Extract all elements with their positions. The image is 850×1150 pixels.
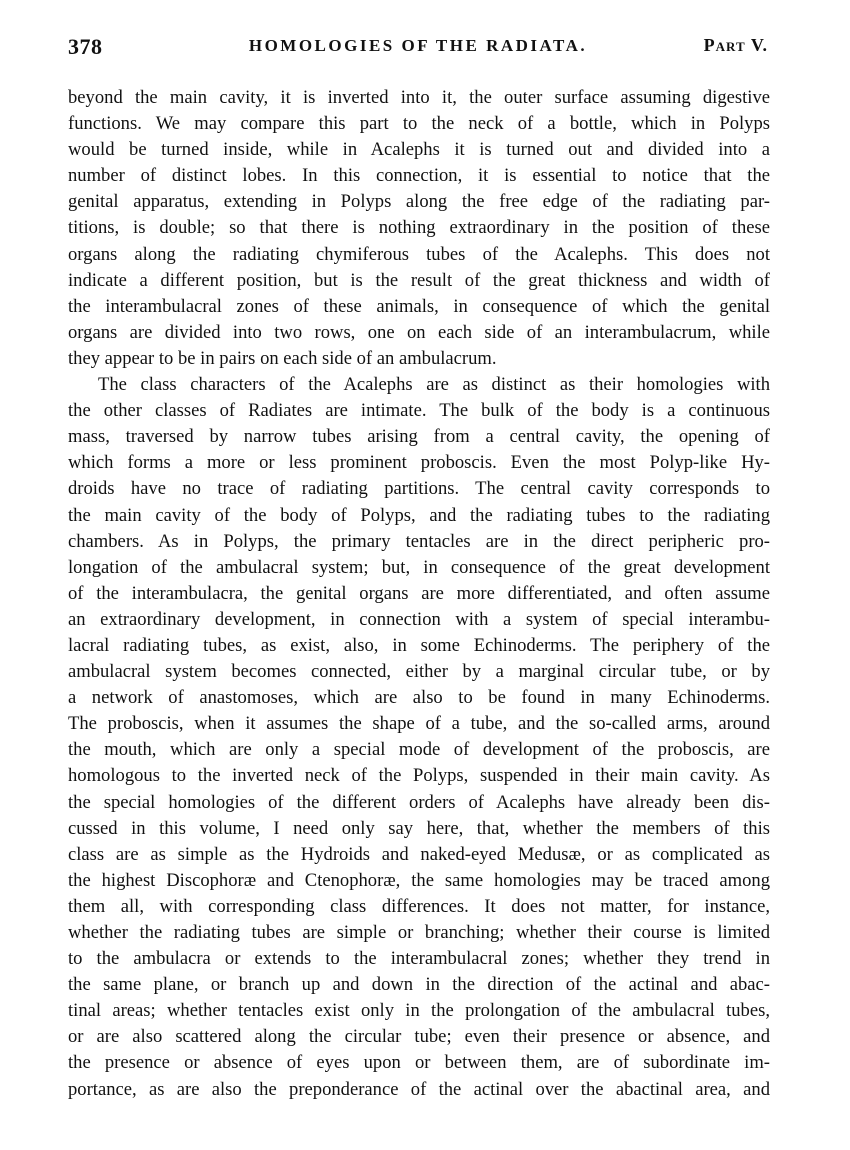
text-line: functions. We may compare this part to the neck of a bottle, which in Polyps xyxy=(68,113,770,135)
part-label: Part V. xyxy=(703,35,768,55)
paragraph-start-line: The class characters of the Acalephs are as distinct as their homologies with xyxy=(98,374,770,396)
text-line: the other classes of Radiates are intimate. The bulk of the body is a continuous xyxy=(68,400,770,422)
text-line: cussed in this volume, I need only say here, that, whether the members of this xyxy=(68,817,770,839)
text-line: tinal areas; whether tentacles exist only in the prolongation of the ambulacral tubes, xyxy=(68,1000,770,1022)
text-line: organs along the radiating chymiferous tubes of the Acalephs. This does not xyxy=(68,243,770,265)
text-line: a network of anastomoses, which are also to be found in many Echinoderms. xyxy=(68,687,770,709)
running-title: HOMOLOGIES OF THE RADIATA. xyxy=(248,36,588,55)
text-line: would be turned inside, while in Acalephs it is turned out and divided into a xyxy=(68,139,770,161)
text-line: number of distinct lobes. In this connection, it is essential to notice that the xyxy=(68,165,770,187)
text-line: an extraordinary development, in connection with a system of special interambu- xyxy=(68,608,770,630)
text-line: chambers. As in Polyps, the primary tentacles are in the direct peripheric pro- xyxy=(68,530,770,552)
text-line: The proboscis, when it assumes the shape of a tube, and the so-called arms, around xyxy=(68,713,770,735)
text-line: the presence or absence of eyes upon or between them, are of subordinate im- xyxy=(68,1052,770,1074)
text-line: lacral radiating tubes, as exist, also, in some Echinoderms. The periphery of the xyxy=(68,634,770,656)
text-line: titions, is double; so that there is nothing extraordinary in the position of these xyxy=(68,217,770,239)
text-line: homologous to the inverted neck of the Polyps, suspended in their main cavity. As xyxy=(68,765,770,787)
text-line: whether the radiating tubes are simple or branching; whether their course is limited xyxy=(68,922,770,943)
text-line: the highest Discophoræ and Ctenophoræ, the same homologies may be traced among xyxy=(68,869,770,891)
running-header xyxy=(68,34,768,64)
text-line: the interambulacral zones of these animals, in consequence of which the genital xyxy=(68,295,770,317)
text-line: beyond the main cavity, it is inverted into it, the outer surface assuming digestive xyxy=(68,87,770,108)
paragraph-end-line: they appear to be in pairs on each side of an ambulacrum. xyxy=(68,347,497,369)
text-line: the same plane, or branch up and down in the direction of the actinal and abac- xyxy=(68,974,770,996)
text-line: portance, as are also the preponderance of the actinal over the abactinal area, and xyxy=(68,1078,770,1100)
text-line: class are as simple as the Hydroids and naked-eyed Medusæ, or as complicated as xyxy=(68,843,770,865)
text-line: genital apparatus, extending in Polyps along the free edge of the radiating par- xyxy=(68,191,770,213)
text-line: or are also scattered along the circular tube; even their presence or absence, and xyxy=(68,1026,770,1048)
page-number: 378 xyxy=(68,34,103,59)
text-line: of the interambulacra, the genital organs are more differentiated, and often assume xyxy=(68,582,770,604)
text-line: to the ambulacra or extends to the interambulacral zones; whether they trend in xyxy=(68,948,770,970)
text-line: indicate a different position, but is the result of the great thickness and width of xyxy=(68,269,770,291)
text-line: the mouth, which are only a special mode of development of the proboscis, are xyxy=(68,739,770,761)
text-line: longation of the ambulacral system; but, in consequence of the great development xyxy=(68,556,770,578)
text-line: them all, with corresponding class differences. It does not matter, for instance, xyxy=(68,895,770,917)
text-line: the special homologies of the different orders of Acalephs have already been dis- xyxy=(68,791,770,813)
text-line: which forms a more or less prominent proboscis. Even the most Polyp-like Hy- xyxy=(68,452,770,474)
text-line: droids have no trace of radiating partitions. The central cavity corresponds to xyxy=(68,478,770,500)
text-line: ambulacral system becomes connected, either by a marginal circular tube, or by xyxy=(68,661,770,683)
body-text xyxy=(68,85,770,1103)
text-line: organs are divided into two rows, one on each side of an interambulacrum, while xyxy=(68,321,770,343)
text-line: the main cavity of the body of Polyps, and the radiating tubes to the radiating xyxy=(68,504,770,526)
text-line: mass, traversed by narrow tubes arising from a central cavity, the opening of xyxy=(68,426,770,448)
